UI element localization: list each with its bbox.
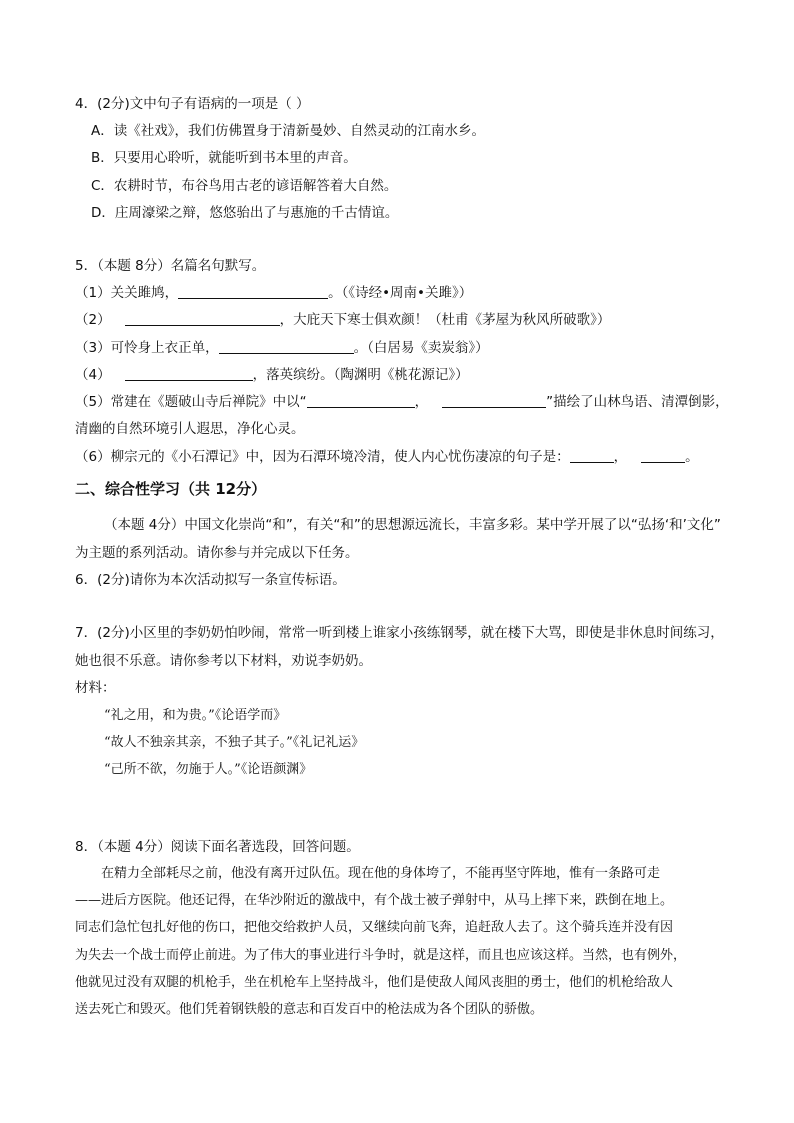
q4-option-d: D．庄周濠梁之辩，悠悠骀出了与惠施的千古情谊。 xyxy=(91,205,399,221)
passage-line-3: 同志们急忙包扎好他的伤口，把他交给救护人员，又继续向前飞奔，追赶敌人去了。这个骑兵连并没有因 xyxy=(75,920,674,935)
answer-blank[interactable] xyxy=(442,393,546,408)
q5-item-1 xyxy=(75,283,472,303)
answer-blank[interactable] xyxy=(641,448,685,463)
q5-stem: 5．（本题 8分）名篇名句默写。 xyxy=(75,258,266,274)
answer-blank[interactable] xyxy=(219,339,354,354)
answer-blank[interactable] xyxy=(570,448,614,463)
answer-blank[interactable] xyxy=(125,311,280,326)
q6-stem: 6．(2分)请你为本次活动拟写一条宣传标语。 xyxy=(75,572,346,588)
q5-item-6 xyxy=(75,447,699,467)
material-quote-2: “故人不独亲其亲，不独子其子。”《礼记礼运》 xyxy=(104,735,365,750)
q5-item-4-text: （4） xyxy=(75,367,111,383)
answer-blank[interactable] xyxy=(307,393,415,408)
q7-line-2: 她也很不乐意。请你参考以下材料，劝说李奶奶。 xyxy=(75,653,372,669)
answer-blank[interactable] xyxy=(125,366,253,381)
passage-line-1: 在精力全部耗尽之前，他没有离开过队伍。现在他的身体垮了，不能再坚守阵地，惟有一条路可走 xyxy=(101,866,661,881)
q5-item-3-source: 。（白居易《卖炭翁》） xyxy=(353,340,489,356)
q5-item-1-text: （1）关关雎鸠， xyxy=(75,285,179,301)
q4-option-a: A．读《社戏》，我们仿佛置身于清新曼妙、自然灵动的江南水乡。 xyxy=(91,123,485,139)
q4-option-b: B．只要用心聆听，就能听到书本里的声音。 xyxy=(91,150,357,166)
q5-item-3 xyxy=(75,338,489,358)
q5-item-6-text: （6）柳宗元的《小石潭记》中，因为石潭环境冷清，使人内心忧伤凄凉的句子是： xyxy=(75,449,570,465)
q5-item-5 xyxy=(75,392,729,412)
passage-line-2: ——进后方医院。他还记得，在华沙附近的激战中，有个战士被子弹射中，从马上摔下来，跌倒在地上。 xyxy=(75,893,674,908)
passage-line-6: 送去死亡和毁灭。他们凭着钢铁般的意志和百发百中的枪法成为各个团队的骄傲。 xyxy=(75,1002,544,1017)
q4-stem: 4．(2分)文中句子有语病的一项是（ ） xyxy=(75,96,310,112)
section-intro-line-1: （本题 4分）中国文化崇尚“和”，有关“和”的思想源远流长，丰富多彩。某中学开展了以“弘扬‘和’文化” xyxy=(104,517,721,533)
q5-item-6-end: 。 xyxy=(685,449,699,465)
material-quote-3: “己所不欲，勿施于人。”《论语颜渊》 xyxy=(104,762,313,777)
q5-item-5-comma: ， xyxy=(414,394,429,410)
q5-item-5-text: （5）常建在《题破山寺后禅院》中以“ xyxy=(75,394,307,410)
q5-item-5-tail: ”描绘了山林鸟语、清潭倒影， xyxy=(546,394,729,410)
q5-item-3-text: （3）可怜身上衣正单， xyxy=(75,340,219,356)
q5-item-5-continued: 清幽的自然环境引人遐思，净化心灵。 xyxy=(75,421,305,437)
q5-item-1-source: 。（《诗经•周南•关雎》） xyxy=(328,285,473,301)
material-quote-1: “礼之用，和为贵。”《论语学而》 xyxy=(104,708,287,723)
material-label: 材料： xyxy=(75,680,116,696)
answer-blank[interactable] xyxy=(178,284,328,299)
q5-item-4-source: ，落英缤纷。（陶渊明《桃花源记》） xyxy=(252,367,469,383)
q4-option-c: C．农耕时节，布谷鸟用古老的谚语解答着大自然。 xyxy=(91,178,398,194)
q8-stem: 8．（本题 4分）阅读下面名著选段，回答问题。 xyxy=(75,839,360,855)
passage-line-4: 为失去一个战士而停止前进。为了伟大的事业进行斗争时，就是这样，而且也应该这样。当然，也有例外， xyxy=(75,948,687,963)
section-intro-line-2: 为主题的系列活动。请你参与并完成以下任务。 xyxy=(75,545,359,561)
q5-item-2-text: （2） xyxy=(75,312,111,328)
q5-item-2-source: ，大庇天下寒士俱欢颜！（杜甫《茅屋为秋风所破歌》） xyxy=(279,312,611,328)
q7-line-1: 7．(2分)小区里的李奶奶怕吵闹，常常一听到楼上谁家小孩练钢琴，就在楼下大骂，即使是非休息时间练习， xyxy=(75,625,724,641)
q5-item-4 xyxy=(75,365,469,385)
passage-line-5: 他就见过没有双腿的机枪手，坐在机枪车上坚持战斗，他们是使敌人闻风丧胆的勇士，他们的机枪给敌人 xyxy=(75,975,674,990)
q5-item-2 xyxy=(75,310,610,330)
q5-item-6-comma: ， xyxy=(613,449,628,465)
section-heading: 二、综合性学习（共 12分） xyxy=(75,480,267,498)
